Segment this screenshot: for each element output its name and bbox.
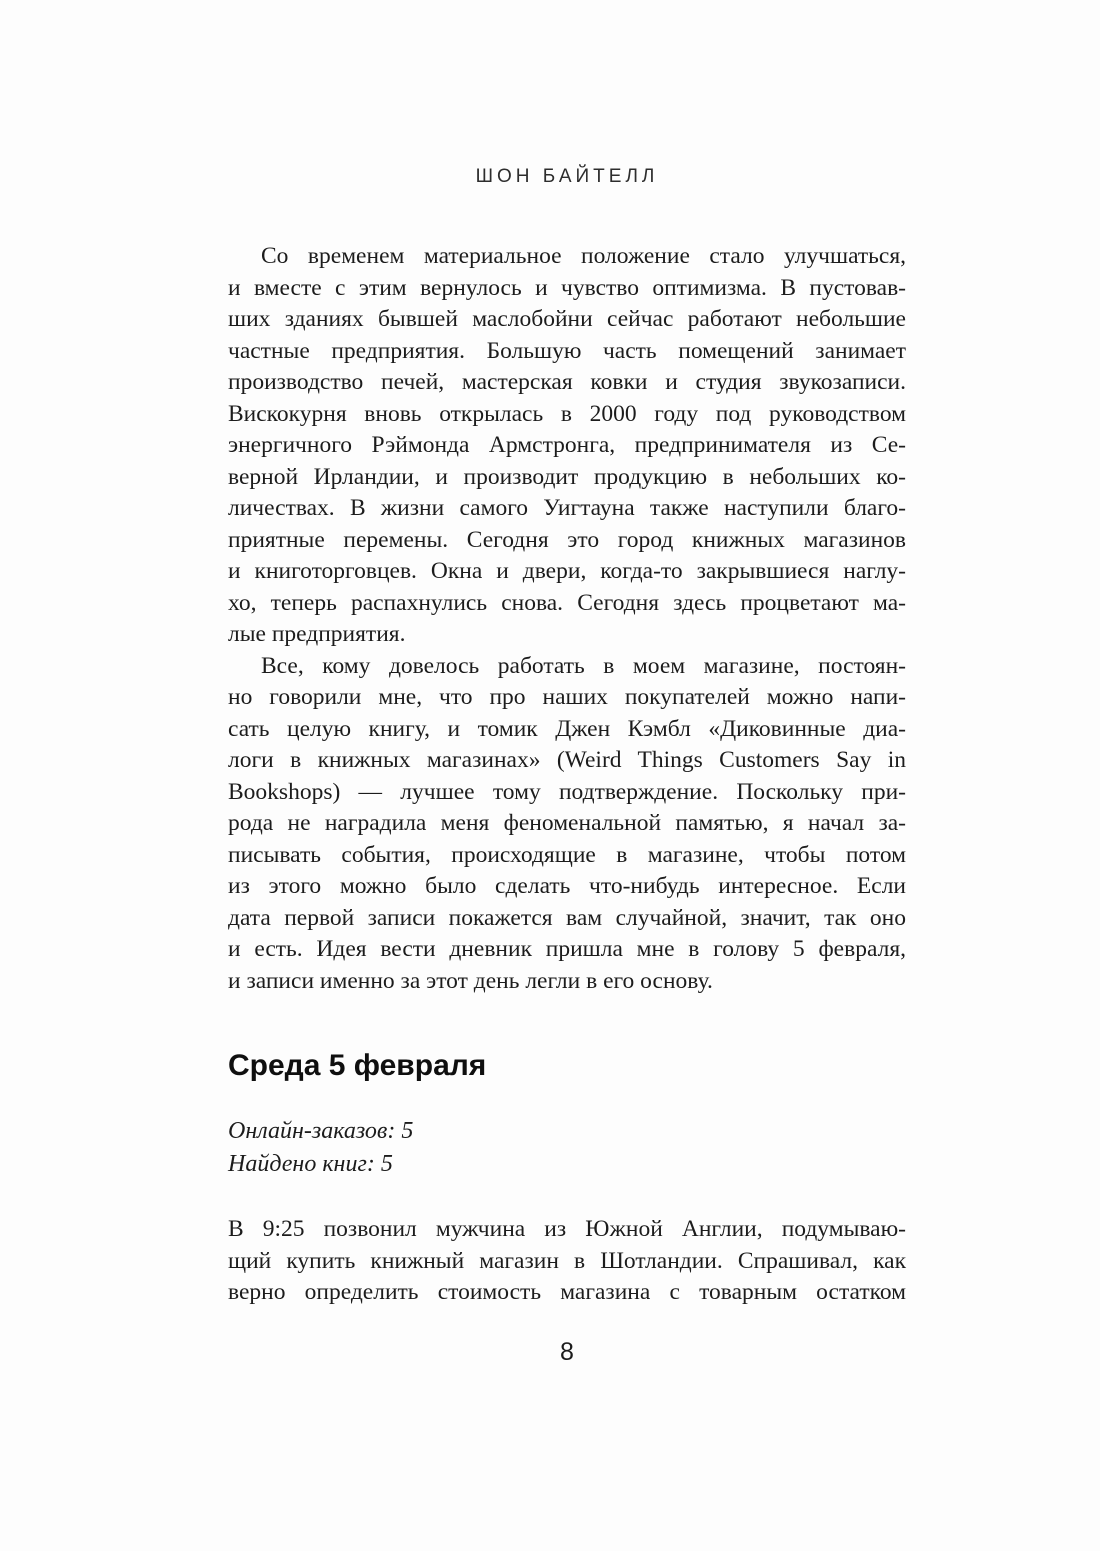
text-line: энергичного Рэймонда Армстронга, предпринимателя из Се- <box>228 432 906 458</box>
text-line: и книготорговцев. Окна и двери, когда-то закрывшиеся наглу- <box>228 558 906 584</box>
text-line: и записи именно за этот день легли в его основу. <box>228 967 713 994</box>
text-line: лые предприятия. <box>228 621 406 647</box>
text-line: логи в книжных магазинах» (Weird Things Customers Say in <box>228 747 906 773</box>
text-line: частные предприятия. Большую часть помещений занимает <box>228 337 906 364</box>
text-line: Вискокурня вновь открылась в 2000 году под руководством <box>228 400 906 427</box>
text-line: В 9:25 позвонил мужчина из Южной Англии, подумываю- <box>228 1216 906 1242</box>
section-heading-date: Среда 5 февраля <box>228 1049 487 1082</box>
page-number: 8 <box>560 1338 574 1366</box>
text-line: хо, теперь распахнулись снова. Сегодня здесь процветают ма- <box>228 589 906 616</box>
text-line: Все, кому довелось работать в моем магазине, постоян- <box>261 652 906 679</box>
body-text <box>228 241 906 997</box>
text-line: и вместе с этим вернулось и чувство оптимизма. В пустовав- <box>228 274 906 301</box>
text-line: верной Ирландии, и производит продукцию в небольших ко- <box>228 463 906 490</box>
text-line: приятные перемены. Сегодня это город книжных магазинов <box>228 526 906 553</box>
paragraph-intro-2 <box>228 651 906 998</box>
stat-books-found: Найдено книг: 5 <box>228 1151 393 1177</box>
text-line: личествах. В жизни самого Уигтауна также наступили благо- <box>228 495 906 521</box>
running-head: ШОН БАЙТЕЛЛ <box>475 166 659 187</box>
text-line: производство печей, мастерская ковки и студия звукозаписи. <box>228 369 906 395</box>
text-line: ших зданиях бывшей маслобойни сейчас работают небольшие <box>228 306 906 332</box>
text-line: Bookshops) — лучшее тому подтверждение. Поскольку при- <box>228 778 906 805</box>
text-line: Со временем материальное положение стало улучшаться, <box>261 243 906 269</box>
text-line: щий купить книжный магазин в Шотландии. Спрашивал, как <box>228 1247 906 1274</box>
text-line: сать целую книгу, и томик Джен Кэмбл «Диковинные диа- <box>228 715 906 742</box>
text-line: и есть. Идея вести дневник пришла мне в голову 5 февраля, <box>228 936 906 962</box>
text-line: но говорили мне, что про наших покупателей можно напи- <box>228 684 906 710</box>
stat-online-orders: Онлайн-заказов: 5 <box>228 1118 414 1144</box>
daily-stats <box>228 1115 906 1181</box>
text-line: писывать события, происходящие в магазине, чтобы потом <box>228 841 906 868</box>
paragraph-intro-1 <box>228 241 906 651</box>
text-line: рода не наградила меня феноменальной памятью, я начал за- <box>228 810 906 836</box>
text-line: верно определить стоимость магазина с товарным остатком <box>228 1279 906 1305</box>
text-line: из этого можно было сделать что-нибудь интересное. Если <box>228 873 906 899</box>
text-line: дата первой записи покажется вам случайной, значит, так оно <box>228 904 906 931</box>
paragraph-entry <box>228 1214 906 1309</box>
